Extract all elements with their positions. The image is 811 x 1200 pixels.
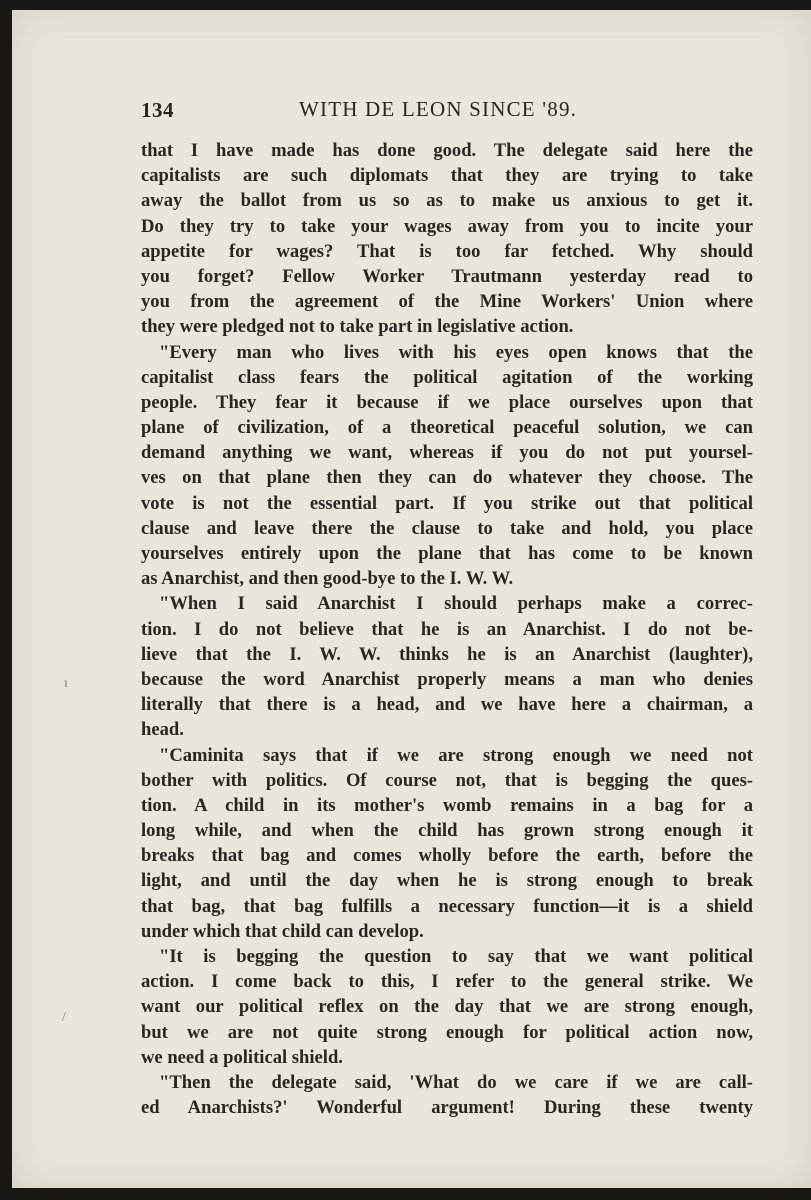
running-head: WITH DE LEON SINCE '89. (299, 97, 578, 121)
page-header (141, 94, 753, 124)
text-line: you forget? Fellow Worker Trautmann yesterday read to (141, 265, 753, 287)
text-line: tion. I do not believe that he is an Anarchist. I do not be- (141, 618, 753, 640)
text-line: head. (141, 719, 184, 741)
text-line: tion. A child in its mother's womb remains in a bag for a (141, 794, 753, 816)
page-number: 134 (141, 98, 174, 122)
text-line: vote is not the essential part. If you strike out that political (141, 492, 753, 514)
text-line: action. I come back to this, I refer to the general strike. We (141, 971, 753, 993)
text-line: appetite for wages? That is too far fetched. Why should (141, 240, 753, 262)
margin-slash-mark: / (62, 1010, 66, 1025)
book-page (12, 10, 811, 1188)
text-line: ves on that plane then they can do whatever they choose. The (141, 467, 753, 489)
text-line: but we are not quite strong enough for political action now, (141, 1021, 753, 1043)
text-line: bother with politics. Of course not, that is begging the ques- (141, 769, 753, 791)
text-line: capitalists are such diplomats that they are trying to take (141, 165, 753, 187)
text-line: demand anything we want, whereas if you do not put yoursel- (141, 442, 753, 464)
text-line: yourselves entirely upon the plane that has come to be known (141, 543, 753, 564)
text-line: as Anarchist, and then good-bye to the I. W. W. (141, 568, 514, 590)
text-line: "Then the delegate said, 'What do we care if we are call- (159, 1071, 753, 1093)
text-line: Do they try to take your wages away from you to incite your (141, 215, 753, 237)
text-line: clause and leave there the clause to take and hold, you place (141, 517, 753, 539)
text-line: "Every man who lives with his eyes open knows that the (159, 341, 753, 363)
text-line: we need a political shield. (141, 1046, 343, 1068)
text-line: light, and until the day when he is strong enough to break (141, 870, 753, 892)
text-line: that bag, that bag fulfills a necessary function—it is a shield (141, 895, 753, 917)
text-line: because the word Anarchist properly means a man who denies (141, 668, 753, 690)
text-line: they were pledged not to take part in legislative action. (141, 316, 574, 338)
text-line: you from the agreement of the Mine Workers' Union where (141, 291, 753, 313)
text-line: under which that child can develop. (141, 920, 424, 942)
margin-tick-mark: ı (64, 676, 68, 691)
text-line: capitalist class fears the political agitation of the working (141, 366, 753, 388)
text-line: people. They fear it because if we place ourselves upon that (141, 391, 753, 413)
text-line: lieve that the I. W. W. thinks he is an Anarchist (laughter), (141, 643, 753, 665)
text-line: "It is begging the question to say that we want political (159, 946, 753, 967)
text-line: long while, and when the child has grown strong enough it (141, 820, 753, 842)
text-line: away the ballot from us so as to make us anxious to get it. (141, 190, 753, 212)
text-line: plane of civilization, of a theoretical peaceful solution, we can (141, 417, 753, 439)
text-line: "When I said Anarchist I should perhaps make a correc- (159, 593, 753, 615)
text-line: ed Anarchists?' Wonderful argument! During these twenty (141, 1097, 753, 1119)
text-line: literally that there is a head, and we have here a chairman, a (141, 694, 753, 716)
text-line: breaks that bag and comes wholly before the earth, before the (141, 845, 753, 867)
text-line: "Caminita says that if we are strong enough we need not (159, 744, 753, 766)
body-text (141, 138, 753, 1120)
text-line: want our political reflex on the day that we are strong enough, (141, 996, 753, 1018)
text-line: that I have made has done good. The delegate said here the (141, 140, 753, 161)
